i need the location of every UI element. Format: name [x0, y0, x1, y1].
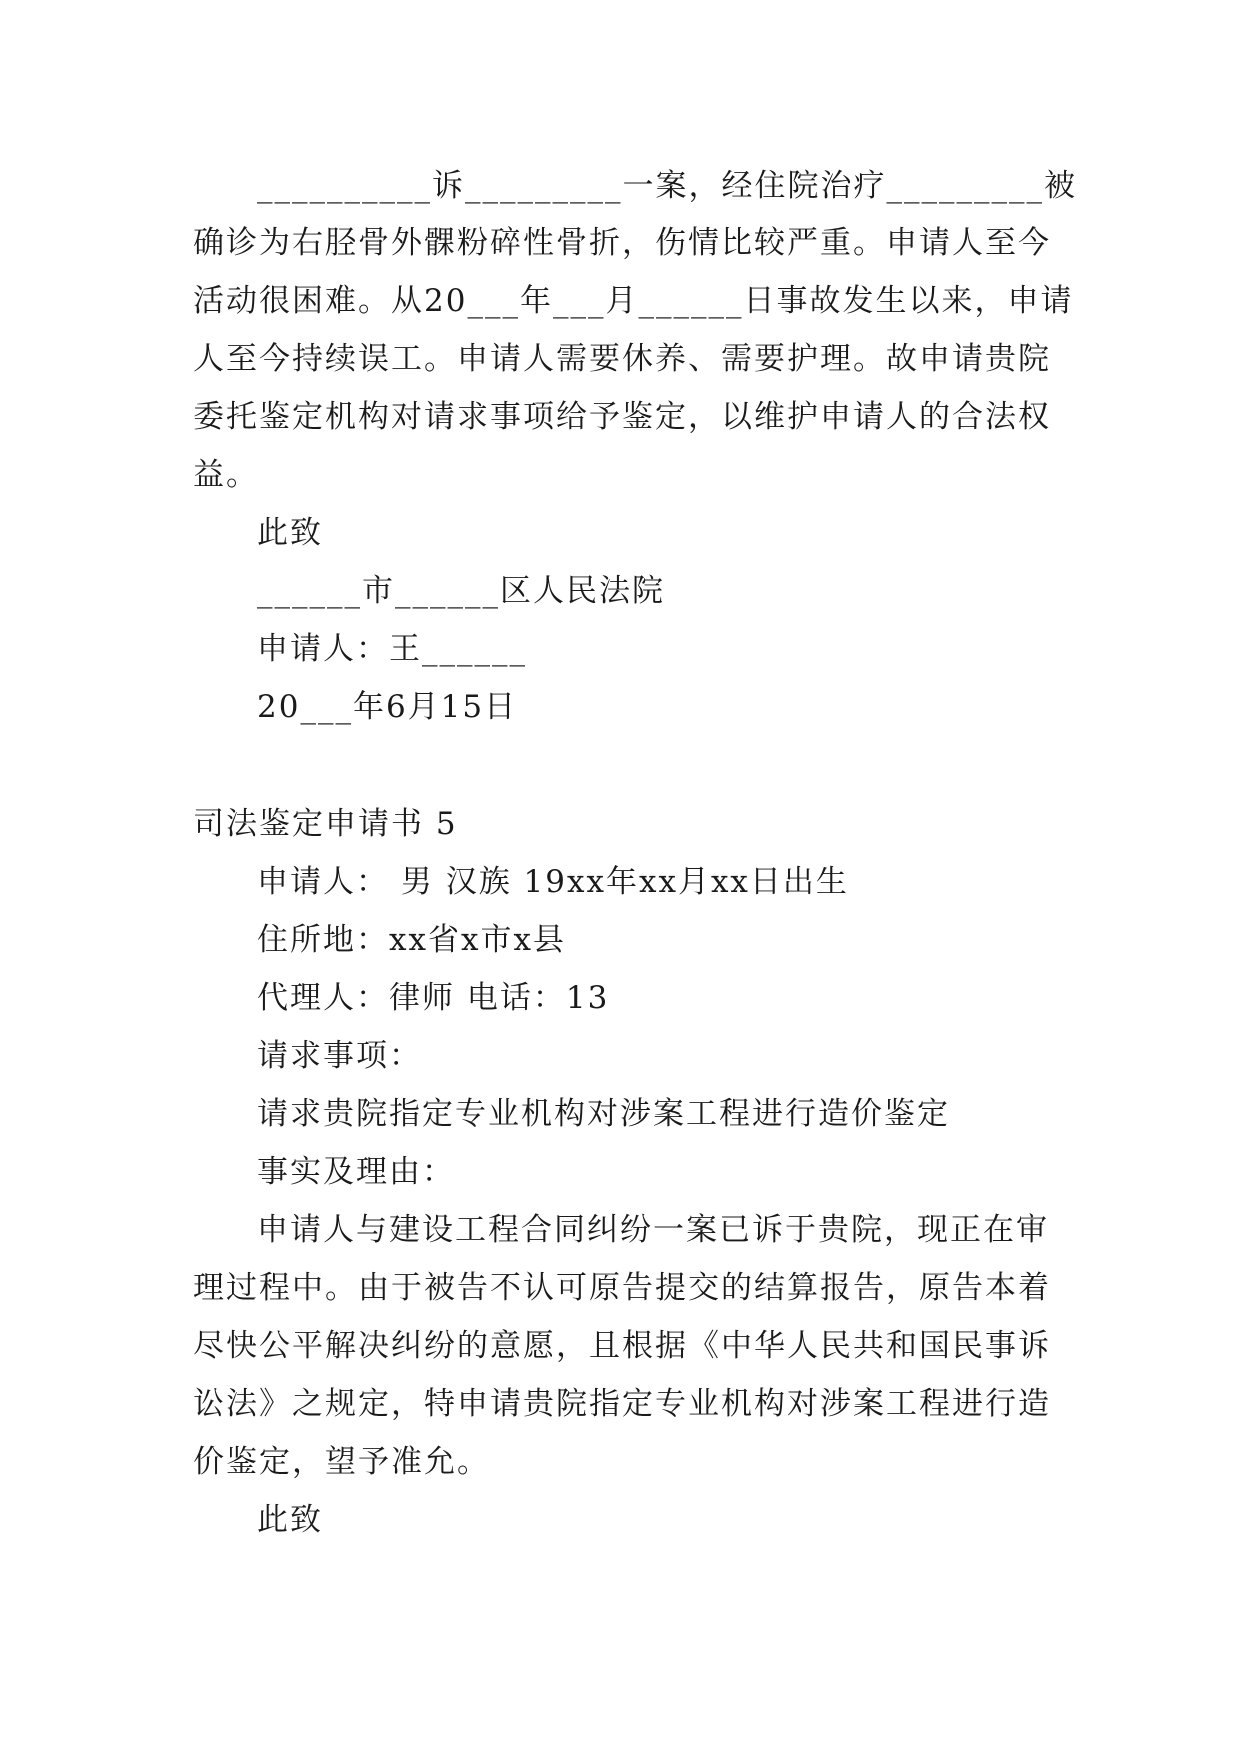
document-date: 20___年6月15日 [257, 689, 518, 725]
salutation: 此致 [257, 515, 323, 551]
paragraph-line-3: 活动很困难。从20___年___月______日事故发生以来，申请 [193, 283, 1074, 319]
facts-heading: 事实及理由： [257, 1154, 455, 1190]
facts-line-2: 理过程中。由于被告不认可原告提交的结算报告，原告本着 [193, 1270, 1051, 1306]
facts-line-3: 尽快公平解决纠纷的意愿，且根据《中华人民共和国民事诉 [193, 1328, 1051, 1364]
applicant-info: 申请人： 男 汉族 19xx年xx月xx日出生 [257, 864, 849, 900]
court-name: ______市______区人民法院 [257, 573, 665, 609]
facts-line-1: 申请人与建设工程合同纠纷一案已诉于贵院，现正在审 [257, 1212, 1049, 1248]
facts-line-5: 价鉴定，望予准允。 [193, 1444, 490, 1480]
address: 住所地：xx省x市x县 [257, 922, 566, 958]
paragraph-line-4: 人至今持续误工。申请人需要休养、需要护理。故申请贵院 [193, 341, 1051, 377]
paragraph-line-1: __________诉_________一案，经住院治疗_________被 [257, 168, 1077, 204]
salutation-2: 此致 [257, 1502, 323, 1538]
section-title: 司法鉴定申请书 5 [193, 806, 458, 842]
facts-line-4: 讼法》之规定，特申请贵院指定专业机构对涉案工程进行造 [193, 1386, 1051, 1422]
request-heading: 请求事项： [257, 1038, 422, 1074]
applicant-signature: 申请人：王______ [257, 631, 527, 667]
request-body: 请求贵院指定专业机构对涉案工程进行造价鉴定 [257, 1096, 950, 1132]
paragraph-line-6: 益。 [193, 457, 259, 493]
paragraph-line-5: 委托鉴定机构对请求事项给予鉴定，以维护申请人的合法权 [193, 399, 1051, 435]
paragraph-line-2: 确诊为右胫骨外髁粉碎性骨折，伤情比较严重。申请人至今 [193, 225, 1051, 261]
agent-info: 代理人：律师 电话：13 [257, 980, 610, 1016]
